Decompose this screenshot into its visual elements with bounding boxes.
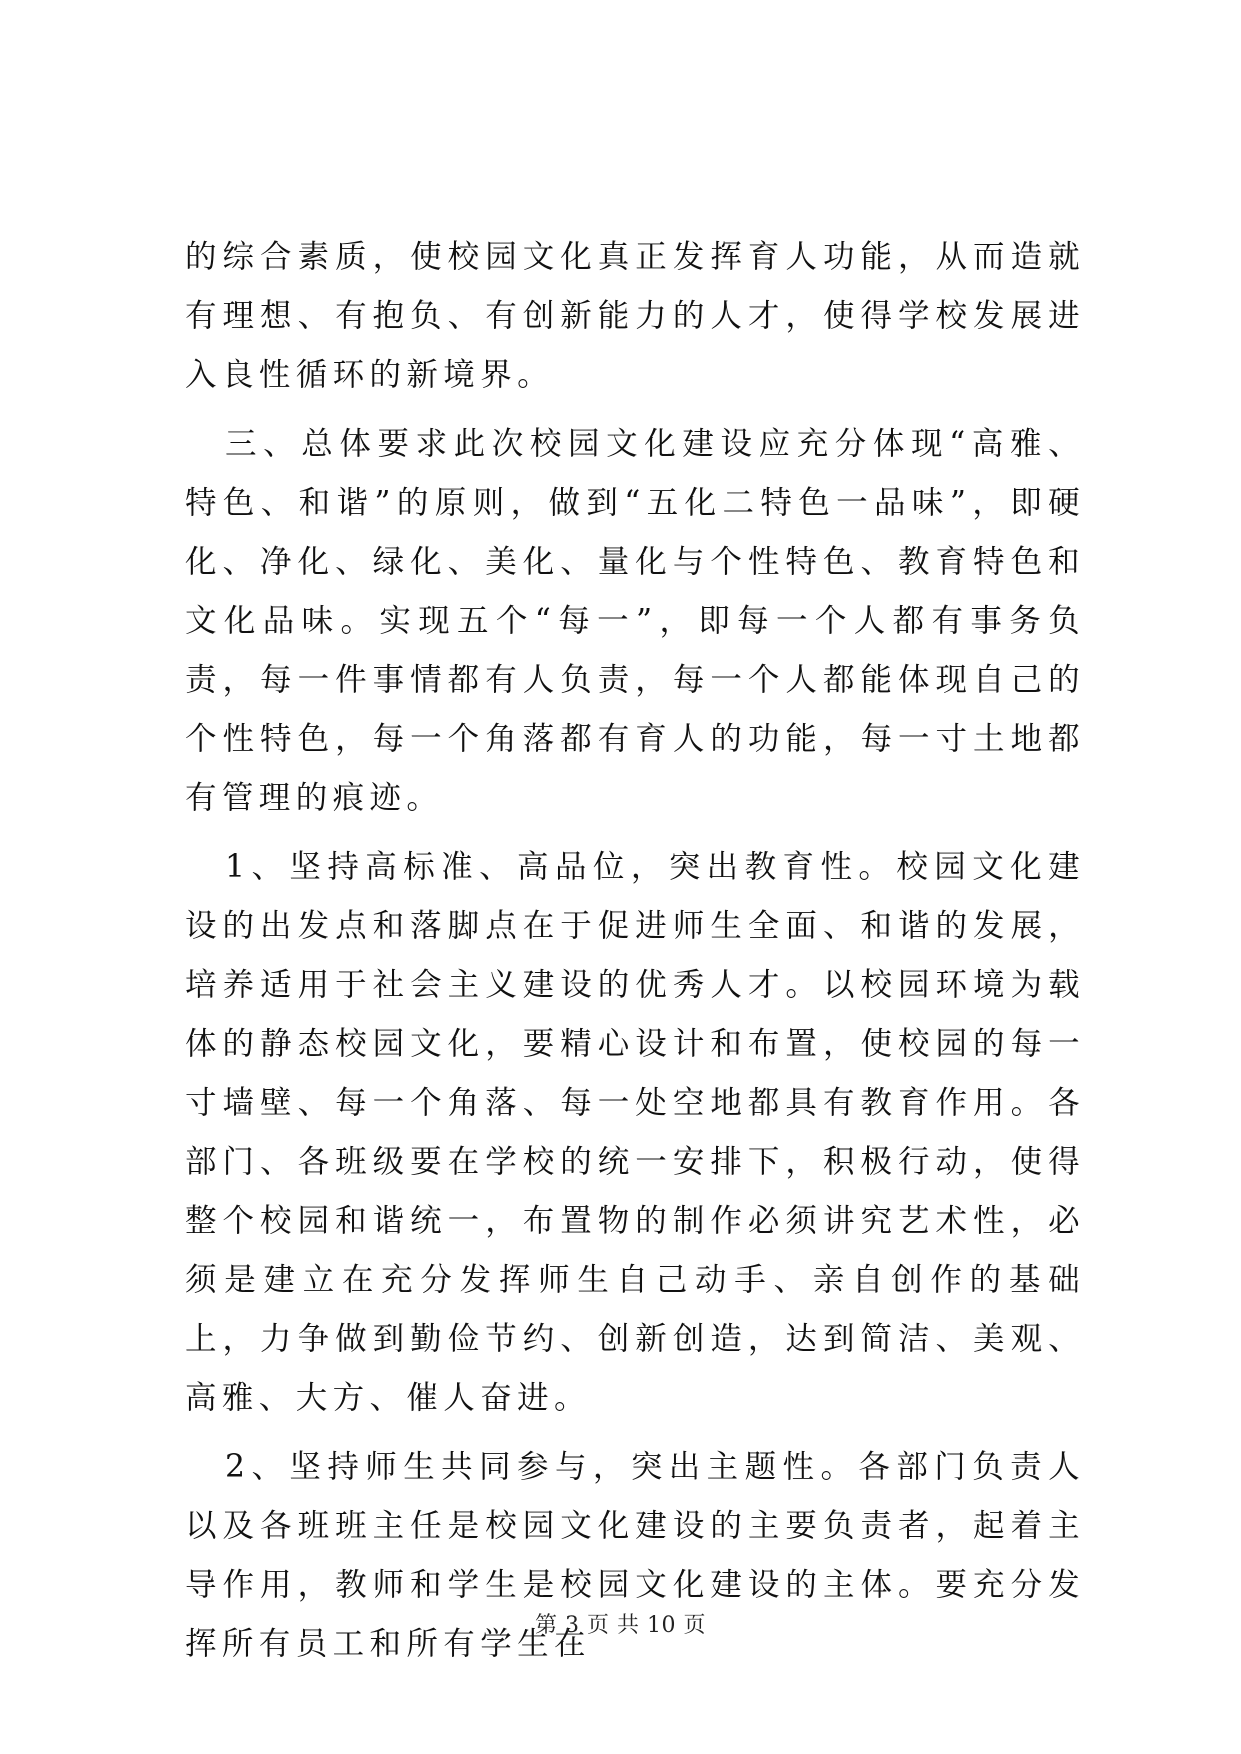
page-number-footer: 第 3 页 共 10 页 — [535, 1613, 706, 1638]
paragraph-general-requirements: 三、总体要求此次校园文化建设应充分体现“高雅、特色、和谐”的原则，做到“五化二特色一品味”，即硬化、净化、绿化、美化、量化与个性特色、教育特色和文化品味。实现五个“每一”，即每一个人都有事务负责，每一件事情都有人负责，每一个人都能体现自己的个性特色，每一个角落都有育人的功能，每一寸土地都有管理的痕迹。 — [185, 426, 1085, 816]
document-body — [185, 228, 1085, 1674]
paragraph-continuation: 的综合素质，使校园文化真正发挥育人功能，从而造就有理想、有抱负、有创新能力的人才，使得学校发展进入良性循环的新境界。 — [185, 239, 1085, 393]
paragraph-point-1: 1、坚持高标准、高品位，突出教育性。校园文化建设的出发点和落脚点在于促进师生全面、和谐的发展，培养适用于社会主义建设的优秀人才。以校园环境为载体的静态校园文化，要精心设计和布置，使校园的每一寸墙壁、每一个角落、每一处空地都具有教育作用。各部门、各班级要在学校的统一安排下，积极行动，使得整个校园和谐统一，布置物的制作必须讲究艺术性，必须是建立在充分发挥师生自己动手、亲自创作的基础上，力争做到勤俭节约、创新创造，达到简洁、美观、高雅、大方、催人奋进。 — [185, 849, 1085, 1416]
paragraph-point-2: 2、坚持师生共同参与，突出主题性。各部门负责人以及各班班主任是校园文化建设的主要负责者，起着主导作用，教师和学生是校园文化建设的主体。要充分发挥所有员工和所有学生在 — [185, 1449, 1085, 1662]
